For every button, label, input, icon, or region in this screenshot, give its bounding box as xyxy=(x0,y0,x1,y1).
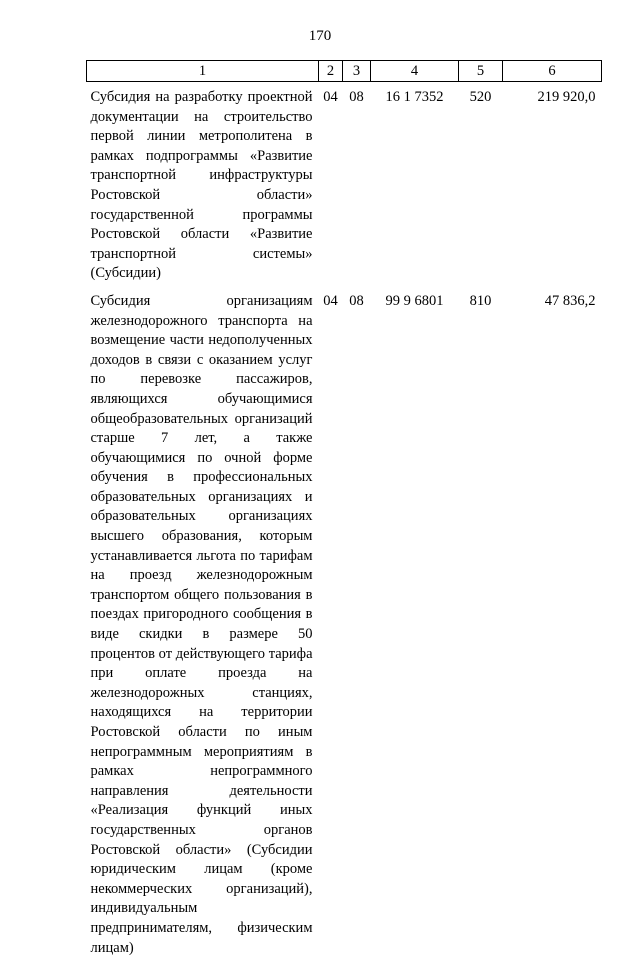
row-expense-type-code: 520 xyxy=(469,89,492,105)
row-subsection-code: 08 xyxy=(349,292,364,309)
row-target-article-code: 99 9 6801 xyxy=(385,292,444,309)
page-number: 170 xyxy=(308,28,332,44)
row-amount: 47 836,2 xyxy=(544,292,596,309)
table-header-row xyxy=(87,61,602,82)
row-section-code: 04 xyxy=(323,292,338,309)
column-header-5: 5 xyxy=(459,61,503,82)
column-header-1: 1 xyxy=(87,61,319,82)
column-header-4: 4 xyxy=(371,61,459,82)
column-header-6: 6 xyxy=(503,61,602,82)
row-section-code: 04 xyxy=(323,89,338,105)
row-amount: 219 920,0 xyxy=(537,89,596,105)
budget-table xyxy=(86,60,602,958)
column-header-3: 3 xyxy=(343,61,371,82)
row-subsection-code: 08 xyxy=(349,89,364,105)
row-description: Субсидия на разработку проектной документации на строительство первой линии метрополитена в рамках подпрограммы «Развитие транспортной инфраструктуры Ростовской области» государственной программы Ростовской области «Развитие транспортной системы» (Субсидии) xyxy=(90,89,313,282)
column-header-2: 2 xyxy=(319,61,343,82)
row-expense-type-code: 810 xyxy=(469,292,492,309)
table-row xyxy=(87,292,602,958)
row-description: Субсидия организациям железнодорожного транспорта на возмещение части недополученных доходов в связи с оказанием услуг по перевозке пассажиров, являющихся обучающимися общеобразовательных организаций старше 7 лет, а также обучающимися по очной форме обучения в профессиональных образовательных организациях и образовательных организациях высшего образования, которым устанавливается льгота по тарифам на проезд железнодорожным транспортом общего пользования в поездах пригородного сообщения в виде скидки в размере 50 процентов от действующего тарифа при оплате проезда на железнодорожных станциях, находящихся на территории Ростовской области по иным непрограммным мероприятиям в рамках непрограммного направления деятельности «Реализация функций иных государственных органов Ростовской области» (Субсидии юридическим лицам (кроме некоммерческих организаций), индивидуальным предпринимателям, физическим лицам) xyxy=(90,292,313,956)
row-spacer xyxy=(87,284,602,292)
row-target-article-code: 16 1 7352 xyxy=(385,89,444,105)
table-row xyxy=(87,82,602,284)
